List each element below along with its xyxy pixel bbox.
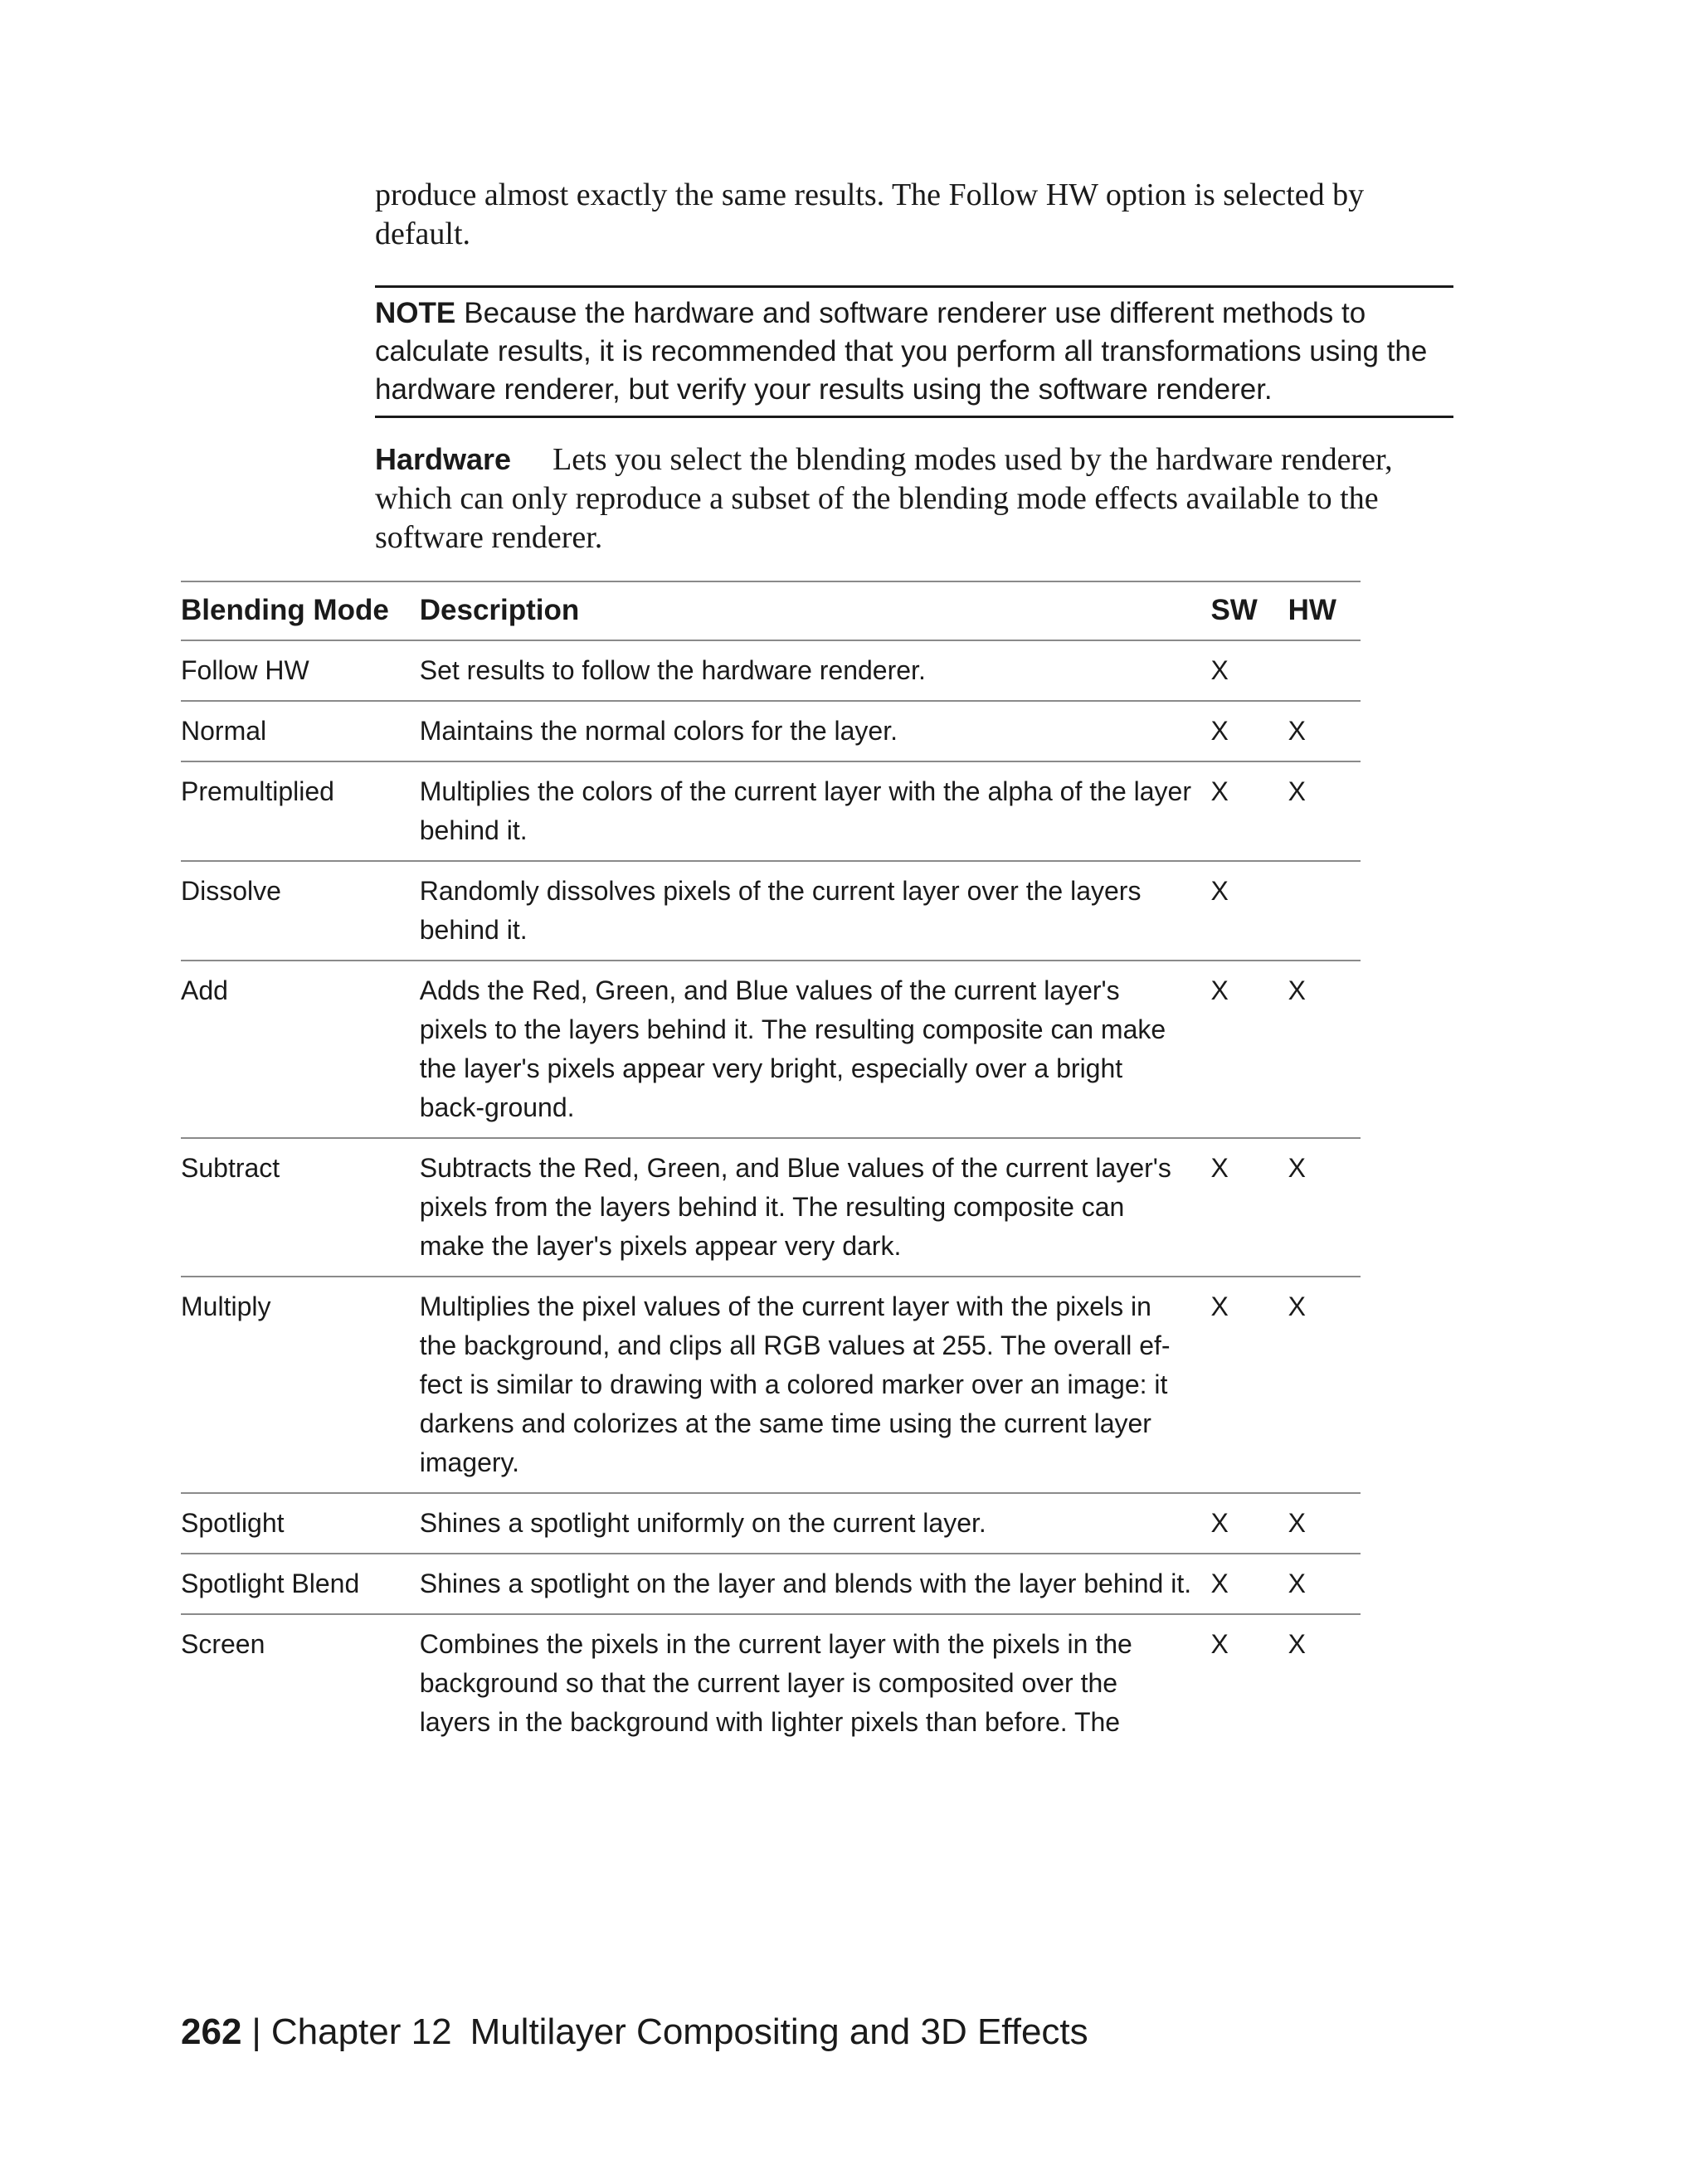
- cell-description: Multiplies the pixel values of the current layer with the pixels in the background, and clips all RGB values at 255. The overall ef-fect is similar to drawing with a colored marker over an image: it darkens and colorizes at the same time using the current layer imagery.: [420, 1277, 1211, 1493]
- page-footer: [181, 2009, 1088, 2055]
- cell-mode: Subtract: [181, 1138, 420, 1277]
- cell-description: Shines a spotlight uniformly on the current layer.: [420, 1493, 1211, 1554]
- table-row: [181, 861, 1361, 961]
- cell-hw: [1288, 861, 1361, 961]
- cell-description: Randomly dissolves pixels of the current layer over the layers behind it.: [420, 861, 1211, 961]
- note-box: [375, 285, 1453, 418]
- table-row: [181, 1554, 1361, 1614]
- note-label: NOTE: [375, 297, 456, 329]
- cell-mode: Multiply: [181, 1277, 420, 1493]
- table-header-row: [181, 581, 1361, 640]
- cell-description: Shines a spotlight on the layer and blends with the layer behind it.: [420, 1554, 1211, 1614]
- cell-hw: X: [1288, 1138, 1361, 1277]
- cell-sw: X: [1210, 961, 1288, 1138]
- header-sw: SW: [1210, 581, 1288, 640]
- cell-description: Multiplies the colors of the current layer with the alpha of the layer behind it.: [420, 761, 1211, 861]
- hardware-description: Lets you select the blending modes used by the hardware renderer, which can only reproduce a subset of the blending mode effects available to the software renderer.: [375, 442, 1393, 555]
- table-row: [181, 761, 1361, 861]
- cell-hw: X: [1288, 1493, 1361, 1554]
- cell-description: Adds the Red, Green, and Blue values of the current layer's pixels to the layers behind it. The resulting composite can make the layer's pixels appear very bright, especially over a bright back-ground.: [420, 961, 1211, 1138]
- cell-hw: [1288, 640, 1361, 701]
- cell-sw: X: [1210, 1138, 1288, 1277]
- intro-paragraph: produce almost exactly the same results. The Follow HW option is selected by default.: [375, 178, 1365, 251]
- table-row: [181, 1493, 1361, 1554]
- cell-mode: Screen: [181, 1629, 265, 1659]
- cell-description: Set results to follow the hardware renderer.: [420, 640, 1211, 701]
- cell-mode: Follow HW: [181, 640, 420, 701]
- chapter-title: Multilayer Compositing and 3D Effects: [470, 2011, 1088, 2052]
- page-number: 262: [181, 2011, 242, 2052]
- table-row: [181, 1614, 1361, 1752]
- table-row: [181, 1277, 1361, 1493]
- cell-description: Combines the pixels in the current layer with the pixels in the background so that the current layer is composited over the layers in the background with lighter pixels than before. The: [419, 1629, 1132, 1737]
- note-text: Because the hardware and software renderer use different methods to calculate results, it is recommended that you perform all transformations using the hardware renderer, but verify your results using the software renderer.: [375, 297, 1428, 406]
- cell-sw: X: [1210, 701, 1288, 761]
- cell-hw: X: [1288, 961, 1361, 1138]
- cell-sw: X: [1210, 761, 1288, 861]
- table-row: [181, 640, 1361, 701]
- chapter-number: Chapter 12: [270, 2011, 452, 2052]
- cell-sw: X: [1210, 861, 1288, 961]
- cell-sw: X: [1210, 640, 1288, 701]
- hardware-paragraph: [375, 440, 1453, 557]
- cell-hw: X: [1288, 761, 1361, 861]
- hardware-term: Hardware: [375, 442, 512, 476]
- cell-description: Maintains the normal colors for the layer.: [420, 701, 1211, 761]
- cell-description: Subtracts the Red, Green, and Blue values of the current layer's pixels from the layers behind it. The resulting composite can make the layer's pixels appear very dark.: [420, 1138, 1211, 1277]
- cell-sw: X: [1210, 1629, 1229, 1659]
- table-row: [181, 961, 1361, 1138]
- cell-mode: Premultiplied: [181, 761, 420, 861]
- cell-mode: Dissolve: [181, 861, 420, 961]
- blending-mode-table: [181, 581, 1361, 1752]
- footer-separator: |: [251, 2011, 261, 2052]
- cell-sw: X: [1210, 1554, 1288, 1614]
- table-row: [181, 1138, 1361, 1277]
- cell-hw: X: [1288, 1554, 1361, 1614]
- cell-sw: X: [1210, 1277, 1288, 1493]
- cell-mode: Add: [181, 961, 420, 1138]
- cell-hw: X: [1288, 1629, 1306, 1659]
- cell-sw: X: [1210, 1493, 1288, 1554]
- cell-hw: X: [1288, 1277, 1361, 1493]
- header-hw: HW: [1288, 581, 1361, 640]
- cell-mode: Normal: [181, 701, 420, 761]
- cell-hw: X: [1288, 701, 1361, 761]
- cell-mode: Spotlight: [181, 1493, 420, 1554]
- header-blending-mode: Blending Mode: [181, 581, 420, 640]
- header-description: Description: [420, 581, 1211, 640]
- cell-mode: Spotlight Blend: [181, 1554, 420, 1614]
- table-row: [181, 701, 1361, 761]
